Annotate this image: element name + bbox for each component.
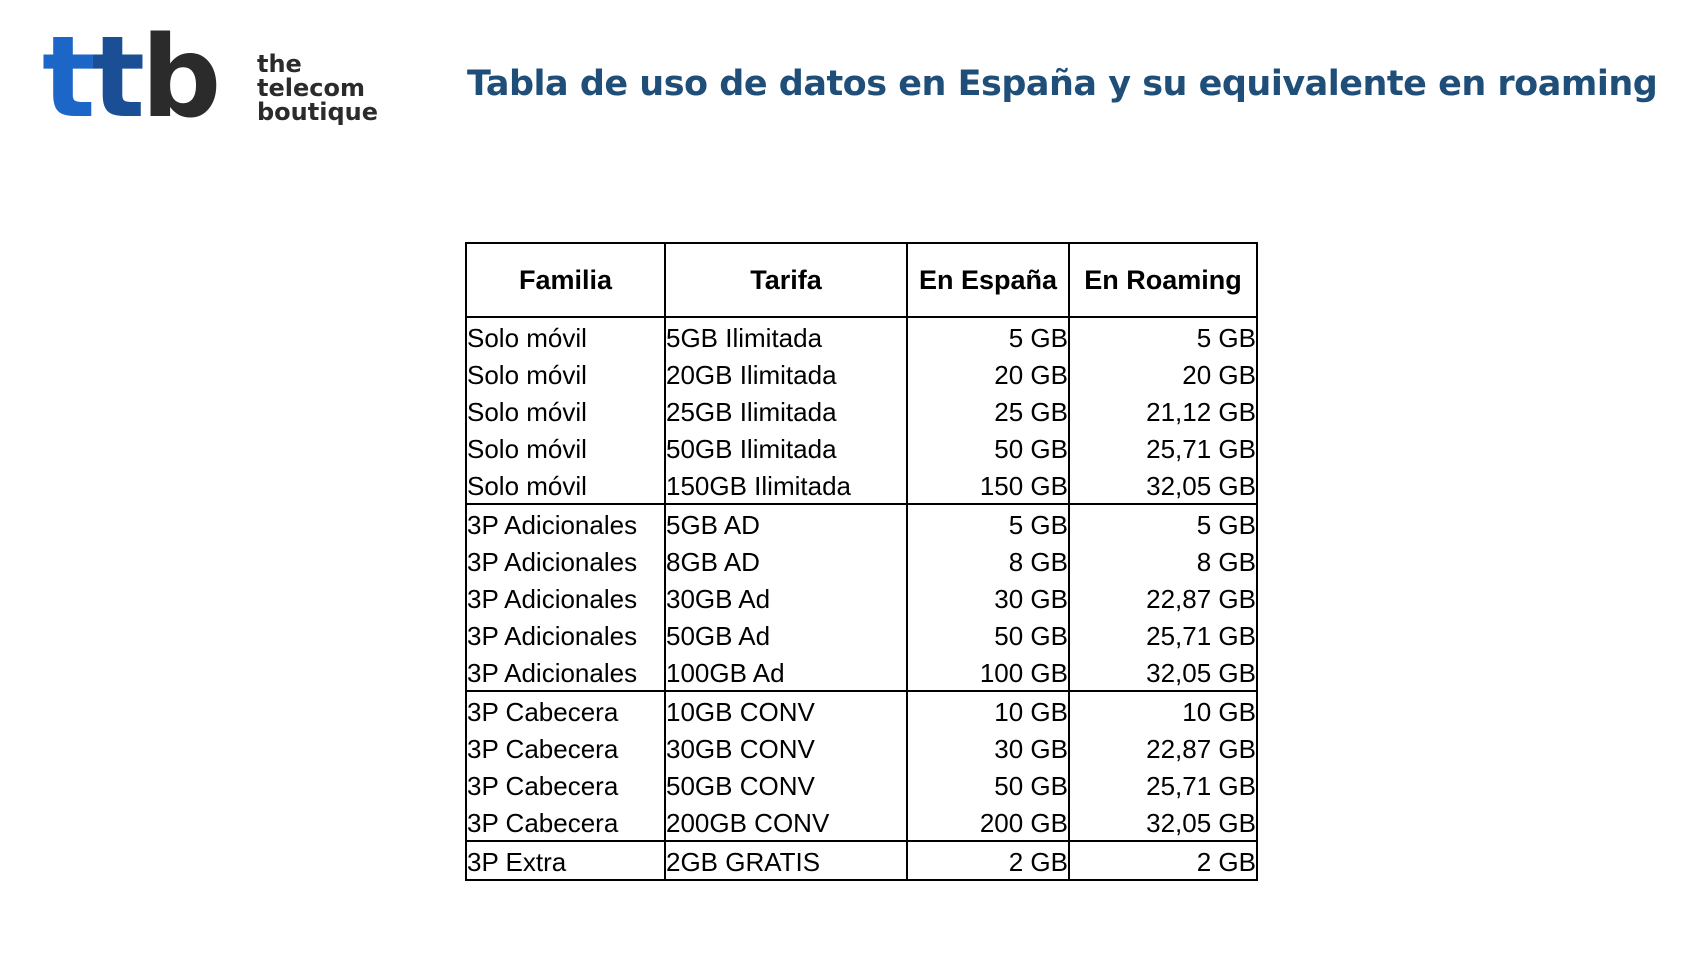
cell-en-espana: 30 GB: [907, 579, 1069, 616]
cell-tarifa: 10GB CONV: [665, 691, 907, 729]
cell-familia: 3P Adicionales: [466, 542, 665, 579]
table-row: [466, 653, 1257, 691]
cell-familia: 3P Adicionales: [466, 653, 665, 691]
cell-en-espana: 150 GB: [907, 466, 1069, 504]
table-row: [466, 392, 1257, 429]
cell-tarifa: 200GB CONV: [665, 803, 907, 841]
cell-en-roaming: 5 GB: [1069, 504, 1257, 542]
cell-en-roaming: 22,87 GB: [1069, 729, 1257, 766]
cell-familia: 3P Cabecera: [466, 729, 665, 766]
cell-tarifa: 5GB Ilimitada: [665, 317, 907, 355]
table-header-row: [466, 243, 1257, 317]
cell-en-roaming: 2 GB: [1069, 841, 1257, 880]
column-header-tarifa: Tarifa: [665, 243, 907, 317]
cell-tarifa: 30GB CONV: [665, 729, 907, 766]
table-row: [466, 691, 1257, 729]
cell-tarifa: 5GB AD: [665, 504, 907, 542]
cell-en-roaming: 25,71 GB: [1069, 766, 1257, 803]
cell-en-espana: 50 GB: [907, 429, 1069, 466]
cell-en-espana: 2 GB: [907, 841, 1069, 880]
cell-en-espana: 50 GB: [907, 616, 1069, 653]
table-row: [466, 317, 1257, 355]
cell-en-roaming: 32,05 GB: [1069, 653, 1257, 691]
table-row: [466, 542, 1257, 579]
cell-familia: 3P Adicionales: [466, 504, 665, 542]
cell-en-espana: 5 GB: [907, 504, 1069, 542]
cell-tarifa: 25GB Ilimitada: [665, 392, 907, 429]
cell-en-roaming: 25,71 GB: [1069, 616, 1257, 653]
logo-word: the: [257, 50, 302, 78]
cell-en-roaming: 22,87 GB: [1069, 579, 1257, 616]
table-row: [466, 841, 1257, 880]
cell-tarifa: 50GB CONV: [665, 766, 907, 803]
logo-word: boutique: [257, 98, 378, 126]
cell-en-espana: 30 GB: [907, 729, 1069, 766]
cell-familia: 3P Adicionales: [466, 616, 665, 653]
cell-familia: Solo móvil: [466, 317, 665, 355]
table-row: [466, 766, 1257, 803]
cell-familia: 3P Cabecera: [466, 803, 665, 841]
page-title: Tabla de uso de datos en España y su equivalente en roaming: [467, 64, 1658, 104]
column-header-en-espana: En España: [907, 243, 1069, 317]
logo-word: telecom: [257, 74, 365, 102]
cell-tarifa: 50GB Ilimitada: [665, 429, 907, 466]
brand-logo-mark: [42, 13, 218, 143]
cell-tarifa: 100GB Ad: [665, 653, 907, 691]
cell-en-roaming: 5 GB: [1069, 317, 1257, 355]
table-row: [466, 355, 1257, 392]
cell-familia: 3P Adicionales: [466, 579, 665, 616]
cell-familia: Solo móvil: [466, 355, 665, 392]
cell-en-roaming: 32,05 GB: [1069, 803, 1257, 841]
cell-familia: 3P Cabecera: [466, 766, 665, 803]
table-row: [466, 803, 1257, 841]
cell-familia: Solo móvil: [466, 392, 665, 429]
brand-logo: [42, 13, 382, 143]
logo-letter-t1: t: [42, 13, 92, 143]
cell-en-roaming: 32,05 GB: [1069, 466, 1257, 504]
cell-en-roaming: 20 GB: [1069, 355, 1257, 392]
cell-tarifa: 150GB Ilimitada: [665, 466, 907, 504]
logo-letter-b: b: [141, 13, 218, 143]
cell-tarifa: 30GB Ad: [665, 579, 907, 616]
cell-tarifa: 50GB Ad: [665, 616, 907, 653]
cell-en-espana: 10 GB: [907, 691, 1069, 729]
table-row: [466, 504, 1257, 542]
cell-tarifa: 2GB GRATIS: [665, 841, 907, 880]
cell-familia: Solo móvil: [466, 466, 665, 504]
column-header-en-roaming: En Roaming: [1069, 243, 1257, 317]
cell-en-roaming: 8 GB: [1069, 542, 1257, 579]
cell-familia: 3P Extra: [466, 841, 665, 880]
brand-logo-words: [257, 52, 378, 124]
table-row: [466, 729, 1257, 766]
cell-en-roaming: 21,12 GB: [1069, 392, 1257, 429]
cell-familia: 3P Cabecera: [466, 691, 665, 729]
cell-tarifa: 20GB Ilimitada: [665, 355, 907, 392]
data-usage-table: [465, 242, 1258, 881]
cell-en-roaming: 25,71 GB: [1069, 429, 1257, 466]
cell-en-espana: 200 GB: [907, 803, 1069, 841]
table-body: [466, 317, 1257, 880]
table-row: [466, 579, 1257, 616]
cell-en-roaming: 10 GB: [1069, 691, 1257, 729]
cell-en-espana: 5 GB: [907, 317, 1069, 355]
cell-en-espana: 20 GB: [907, 355, 1069, 392]
logo-letter-t2: t: [91, 13, 142, 143]
cell-en-espana: 8 GB: [907, 542, 1069, 579]
table-row: [466, 429, 1257, 466]
cell-en-espana: 25 GB: [907, 392, 1069, 429]
column-header-familia: Familia: [466, 243, 665, 317]
cell-familia: Solo móvil: [466, 429, 665, 466]
table-row: [466, 616, 1257, 653]
table-row: [466, 466, 1257, 504]
cell-tarifa: 8GB AD: [665, 542, 907, 579]
cell-en-espana: 50 GB: [907, 766, 1069, 803]
cell-en-espana: 100 GB: [907, 653, 1069, 691]
